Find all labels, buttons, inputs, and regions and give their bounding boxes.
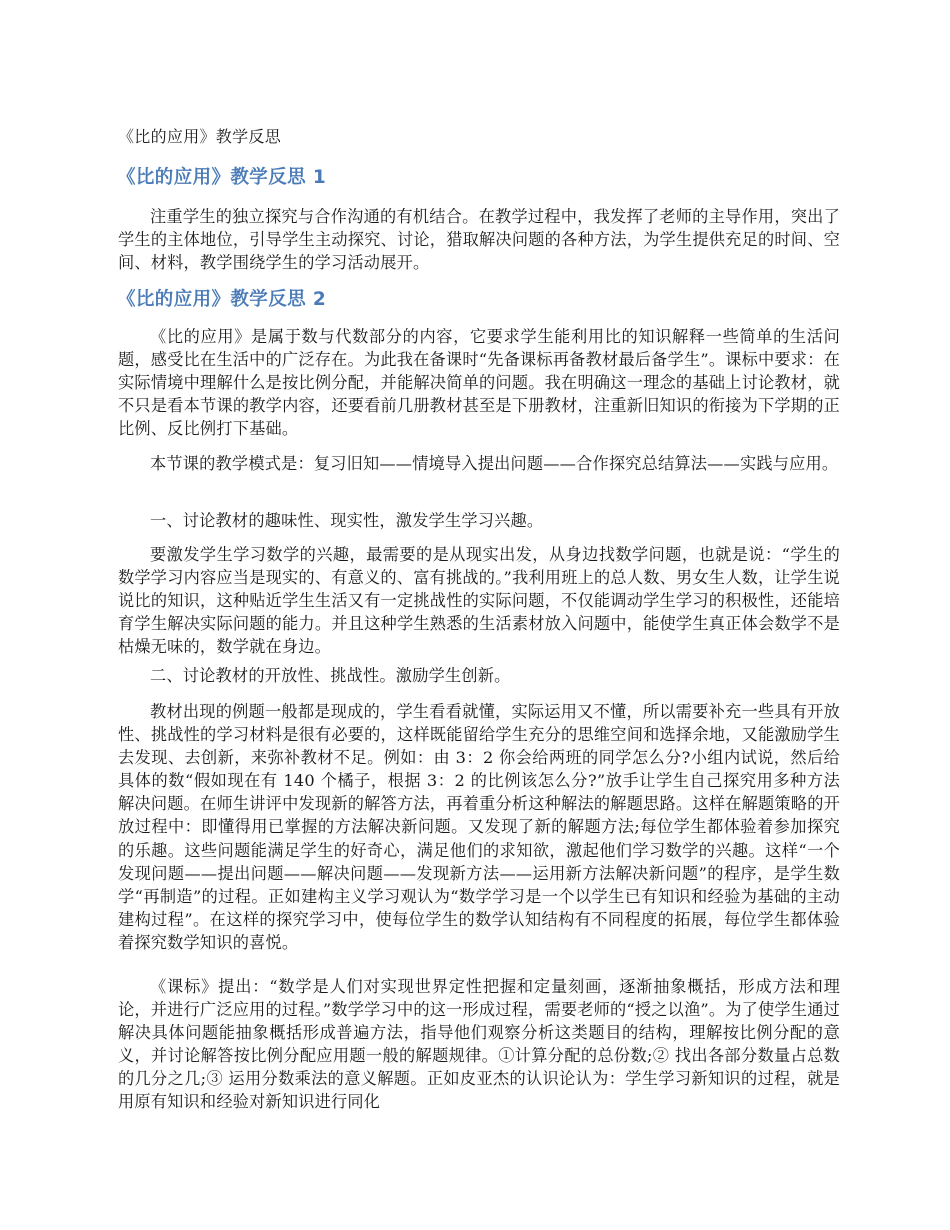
document-title: 《比的应用》教学反思 [118,127,282,146]
section-heading-1: 《比的应用》教学反思 1 [117,167,327,188]
paragraph: 注重学生的独立探究与合作沟通的有机结合。在教学过程中，我发挥了老师的主导作用，突出了学生的主体地位，引导学生主动探究、讨论，猎取解决问题的各种方法，为学生提供充足的时间、空间、材料，教学围绕学生的学习活动展开。 [118,207,840,273]
section-heading-2: 《比的应用》教学反思 2 [117,289,327,310]
paragraph: 要激发学生学习数学的兴趣，最需要的是从现实出发，从身边找数学问题，也就是说：“学生的数学学习内容应当是现实的、有意义的、富有挑战的。”我利用班上的总人数、男女生人数，让学生说说比的知识，这种贴近学生生活又有一定挑战性的实际问题，不仅能调动学生学习的积极性，还能培育学生解决实际问题的能力。并且这种学生熟悉的生活素材放入问题中，能使学生真正体会数学不是枯燥无味的，数学就在身边。 [118,545,840,657]
paragraph: 二、讨论教材的开放性、挑战性。激励学生创新。 [150,666,511,685]
paragraph: 教材出现的例题一般都是现成的，学生看看就懂，实际运用又不懂，所以需要补充一些具有开放性、挑战性的学习材料是很有必要的，这样既能留给学生充分的思维空间和选择余地，又能激励学生去发现、去创新，来弥补教材不足。例如：由 3：2 你会给两班的同学怎么分?小组内试说，然后给具体的数“假如现在有 140 个橘子，根据 3：2 的比例该怎么分?”放手让学生自己探究用多种方法解决问题。在师生讲评中发现新的解答方法，再着重分析这种解法的解题思路。这样在解题策略的开放过程中：即懂得用已掌握的方法解决新问题。又发现了新的解题方法;每位学生都体验着参加探究的乐趣。这些问题能满足学生的好奇心，满足他们的求知欲，激起他们学习数学的兴趣。这样“一个发现问题——提出问题——解决问题——发现新方法——运用新方法解决新问题”的程序，是学生数学“再制造”的过程。正如建构主义学习观认为“数学学习是一个以学生已有知识和经验为基础的主动建构过程”。在这样的探究学习中，使每位学生的数学认知结构有不同程度的拓展，每位学生都体验着探究数学知识的喜悦。 [118,702,840,952]
paragraph: 一、讨论教材的趣味性、现实性，激发学生学习兴趣。 [150,511,544,530]
paragraph: 《比的应用》是属于数与代数部分的内容，它要求学生能利用比的知识解释一些简单的生活问题，感受比在生活中的广泛存在。为此我在备课时“先备课标再备教材最后备学生”。课标中要求：在实际情境中理解什么是按比例分配，并能解决简单的问题。我在明确这一理念的基础上讨论教材，就不只是看本节课的教学内容，还要看前几册教材甚至是下册教材，注重新旧知识的衔接为下学期的正比例、反比例打下基础。 [118,327,840,439]
paragraph: 《课标》提出：“数学是人们对实现世界定性把握和定量刻画，逐渐抽象概括，形成方法和理论，并进行广泛应用的过程。”数学学习中的这一形成过程，需要老师的“授之以渔”。为了使学生通过解决具体问题能抽象概括形成普遍方法，指导他们观察分析这类题目的结构，理解按比例分配的意义，并讨论解答按比例分配应用题一般的解题规律。①计算分配的总份数;② 找出各部分数量占总数的几分之几;③ 运用分数乘法的意义解题。正如皮亚杰的认识论认为：学生学习新知识的过程，就是用原有知识和经验对新知识进行同化 [118,977,840,1112]
paragraph: 本节课的教学模式是：复习旧知——情境导入提出问题——合作探究总结算法——实践与应用。 [150,454,839,473]
